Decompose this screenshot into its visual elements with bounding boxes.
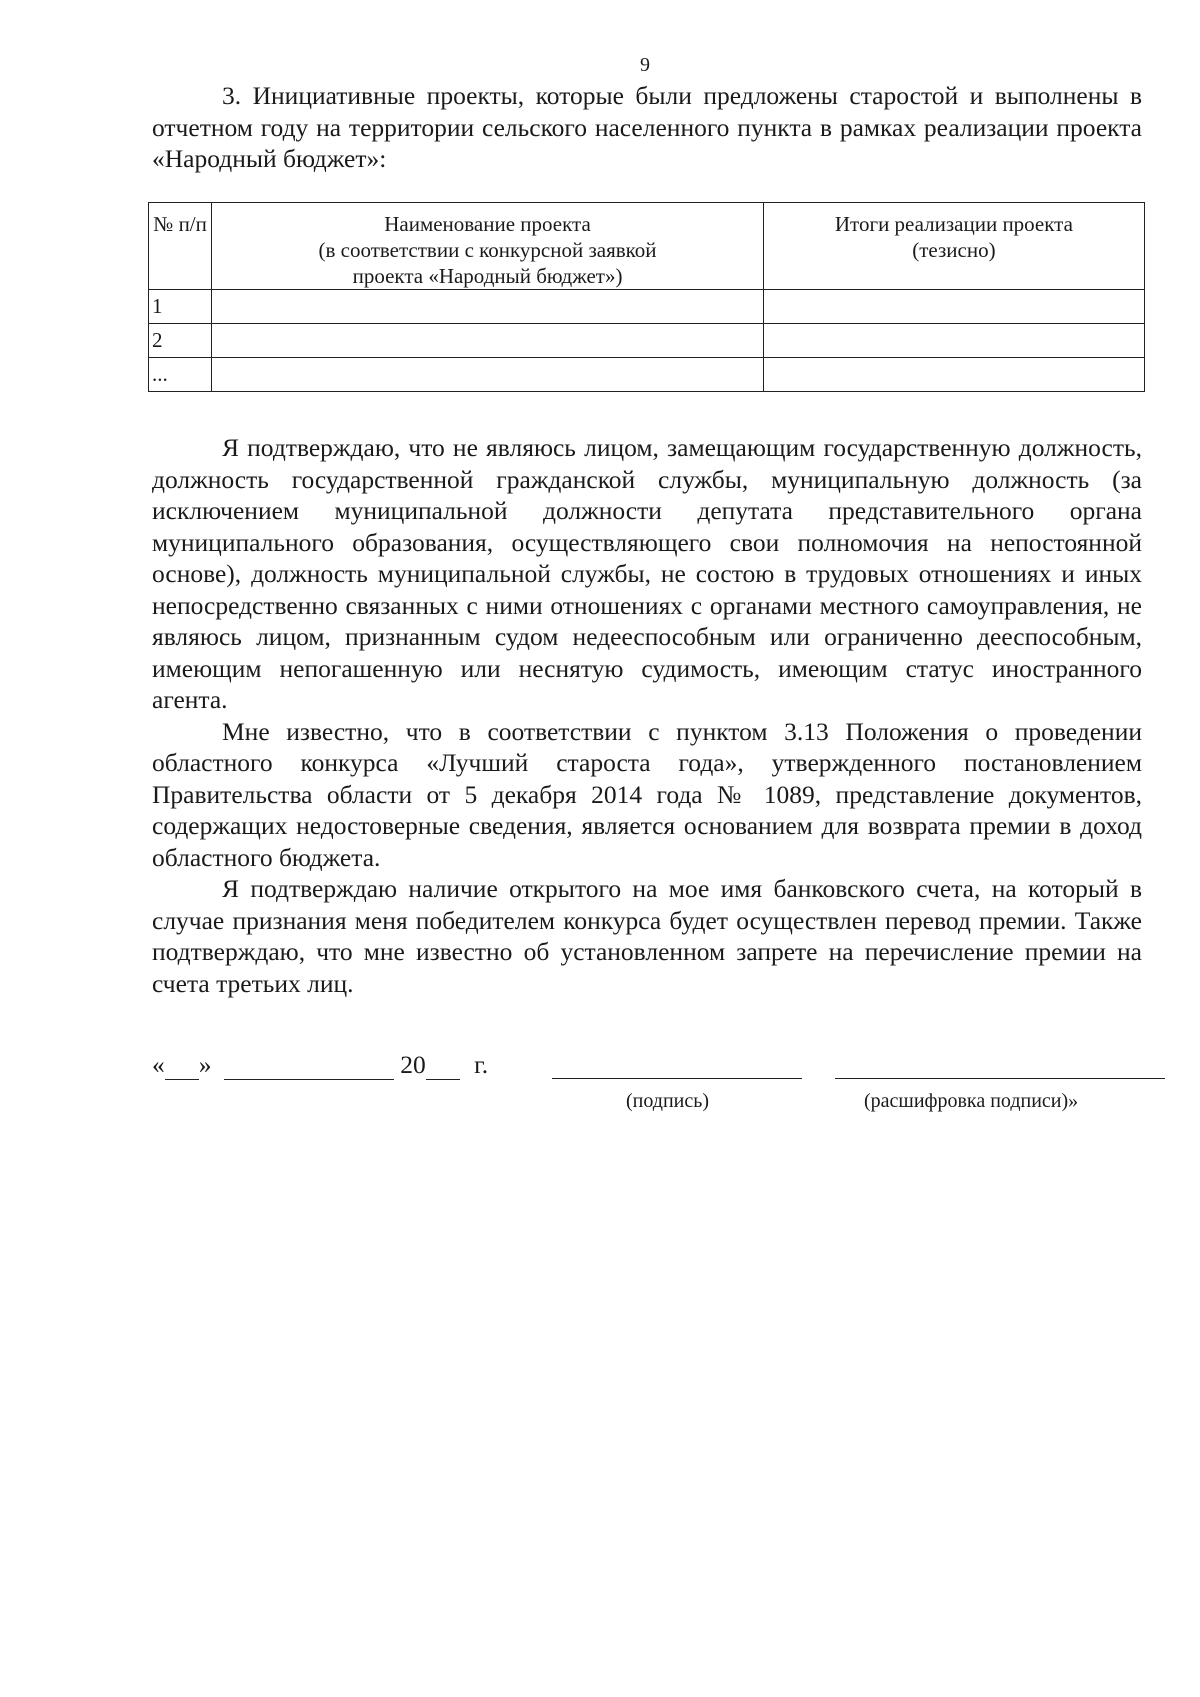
signature-line xyxy=(552,1078,802,1079)
signature-caption: (подпись) xyxy=(626,1090,710,1112)
decoding-line xyxy=(835,1078,1165,1079)
decoding-caption: (расшифровка подписи)» xyxy=(864,1090,1079,1112)
header-name-line-1: Наименование проекта xyxy=(384,212,591,236)
header-number: № п/п xyxy=(149,203,212,290)
row-project-result xyxy=(763,358,1144,392)
table-row xyxy=(149,358,1145,392)
table-header-row xyxy=(149,203,1145,290)
row-project-name xyxy=(212,358,764,392)
row-project-name xyxy=(212,290,764,324)
year-blank xyxy=(426,1053,460,1080)
declaration-paragraph-1: Я подтверждаю, что не являюсь лицом, замещающим государственную должность, должность государственной гражданской службы, муниципальную должность (за исключением муниципальной должности депутата представительного органа муниципального образования, осуществляющего свои полномочия на непостоянной основе), должность муниципальной службы, не состою в трудовых отношениях и иных непосредственно связанных с ними отношениях с органами местного самоуправления, не являюсь лицом, признанным судом недееспособным или ограниченно дееспособным, имеющим непогашенную или неснятую судимость, имеющим статус иностранного агента. xyxy=(152,433,1142,714)
row-project-result xyxy=(763,324,1144,358)
row-project-name xyxy=(212,324,764,358)
header-project-name xyxy=(212,203,764,290)
year-suffix: г. xyxy=(474,1050,489,1079)
declaration-paragraph-2: Мне известно, что в соответствии с пунктом 3.13 Положения о проведении областного конкурса «Лучший староста года», утвержденного постановлением Правительства области от 5 декабря 2014 года № 1089, представление документов, содержащих недостоверные сведения, является основанием для возврата премии в доход областного бюджета. xyxy=(152,716,1142,872)
declaration-paragraph-3: Я подтверждаю наличие открытого на мое имя банковского счета, на который в случае признания меня победителем конкурса будет осуществлен перевод премии. Также подтверждаю, что мне известно об установленном запрете на перечисление премии на счета третьих лиц. xyxy=(152,874,1142,998)
date-quote-open: « xyxy=(152,1050,165,1079)
row-number: ... xyxy=(149,358,212,392)
header-result-line-1: Итоги реализации проекта xyxy=(834,212,1073,236)
declaration-text xyxy=(152,432,1142,999)
date-quote-close: » xyxy=(198,1050,212,1079)
projects-table xyxy=(148,202,1145,392)
row-number: 1 xyxy=(149,290,212,324)
row-project-result xyxy=(763,290,1144,324)
row-number: 2 xyxy=(149,324,212,358)
header-name-line-3: проекта «Народный бюджет») xyxy=(352,264,623,288)
table-row xyxy=(149,324,1145,358)
page-number: 9 xyxy=(640,54,650,76)
month-blank xyxy=(224,1053,394,1080)
header-name-line-2: (в соответствии с конкурсной заявкой xyxy=(318,238,657,262)
header-result-line-2: (тезисно) xyxy=(912,238,996,262)
header-project-result xyxy=(763,203,1144,290)
signature-row xyxy=(152,1050,1152,1090)
table-row xyxy=(149,290,1145,324)
year-prefix: 20 xyxy=(400,1050,426,1079)
date-field xyxy=(152,1050,488,1080)
day-blank xyxy=(165,1053,199,1080)
intro-paragraph: 3. Инициативные проекты, которые были предложены старостой и выполнены в отчетном году на территории сельского населенного пункта в рамках реализации проекта «Народный бюджет»: xyxy=(152,81,1142,173)
